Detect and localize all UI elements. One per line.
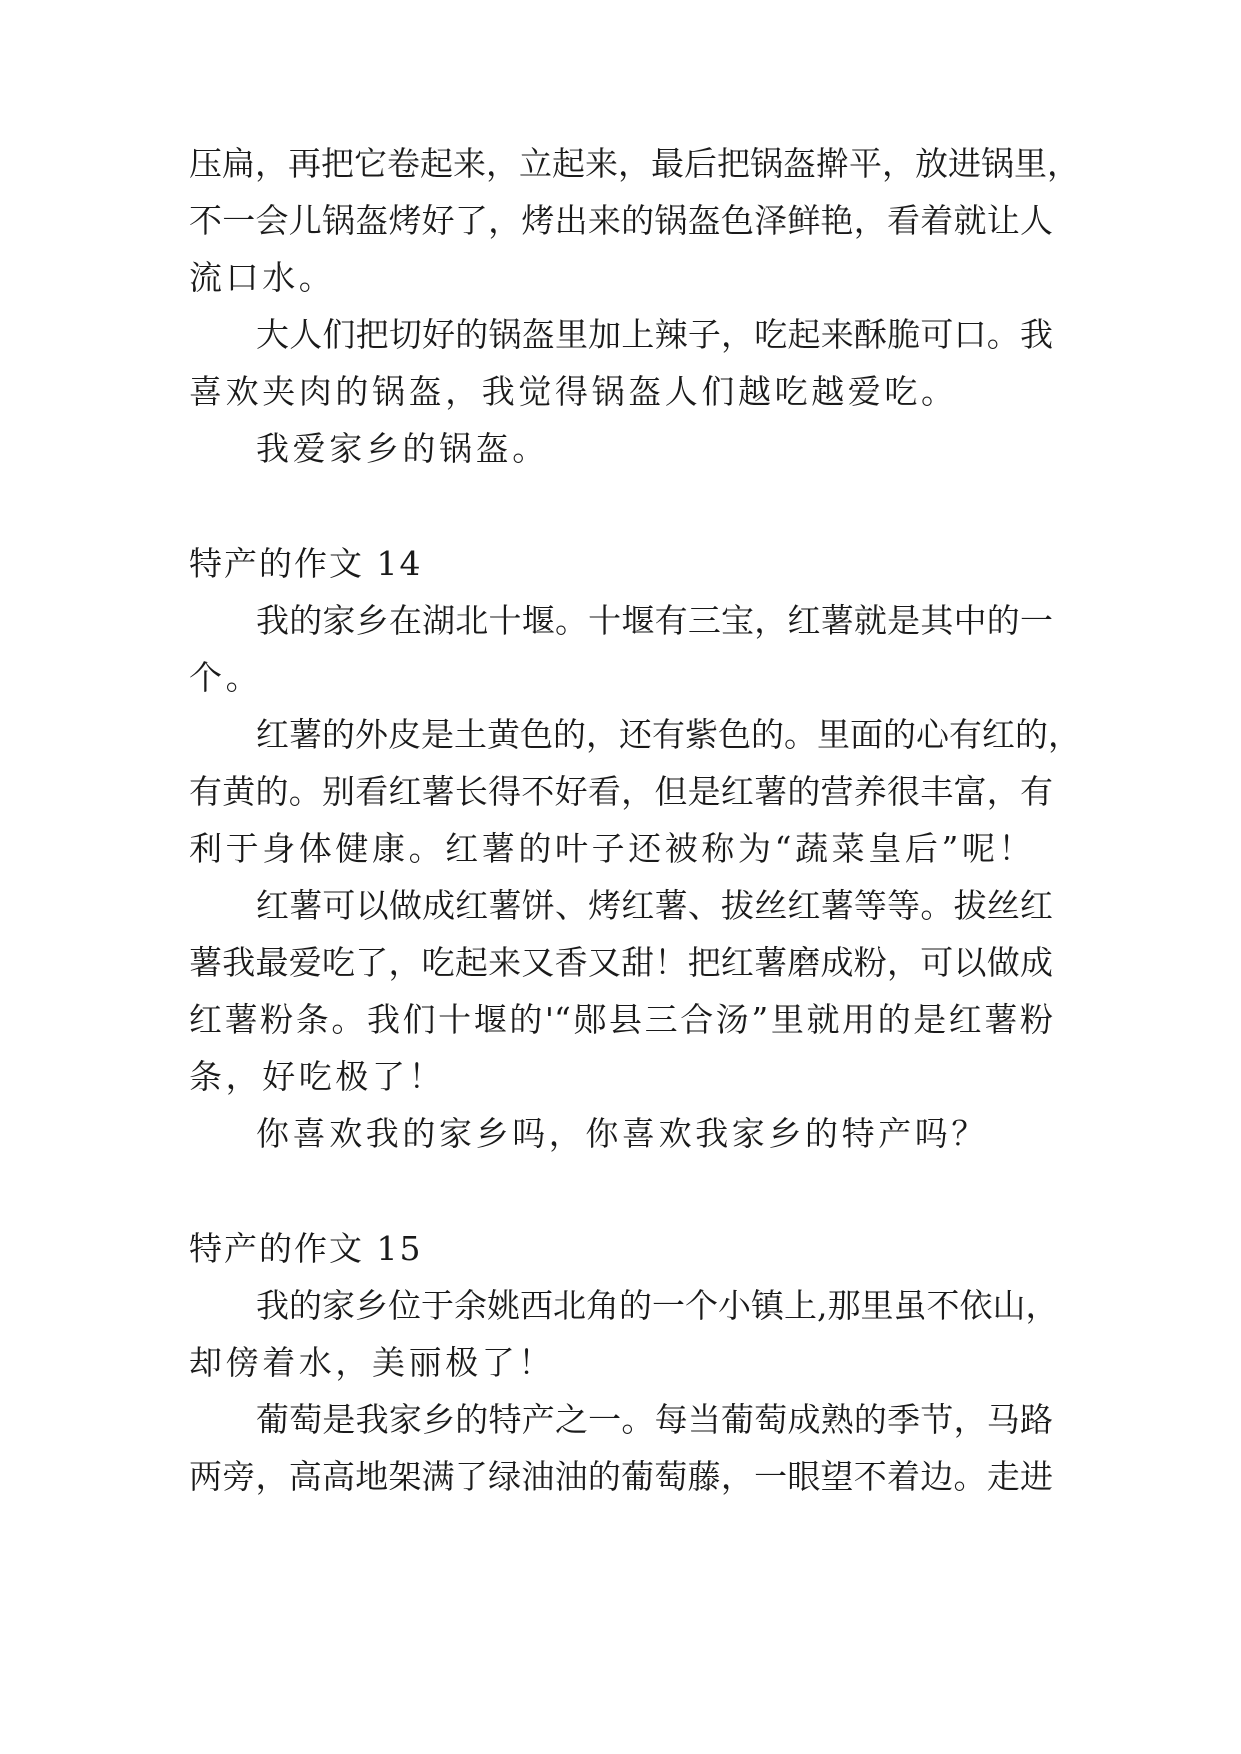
paragraph-line: 不一会儿锅盔烤好了，烤出来的锅盔色泽鲜艳，看着就让人 (189, 201, 1053, 240)
paragraph-line: 红薯可以做成红薯饼、烤红薯、拔丝红薯等等。拔丝红 (256, 886, 1053, 925)
paragraph-line: 两旁，高高地架满了绿油油的葡萄藤，一眼望不着边。走进 (189, 1457, 1053, 1496)
paragraph-line: 我爱家乡的锅盔。 (256, 429, 549, 468)
paragraph-line: 压扁，再把它卷起来，立起来，最后把锅盔擀平，放进锅里， (189, 144, 1080, 183)
section-heading: 特产的作文 14 (189, 544, 423, 583)
paragraph-line: 薯我最爱吃了，吃起来又香又甜！把红薯磨成粉，可以做成 (189, 943, 1053, 982)
paragraph-line: 流口水。 (189, 258, 336, 297)
paragraph-line: 却傍着水，美丽极了！ (189, 1343, 555, 1382)
paragraph-line: 红薯粉条。我们十堰的'“郧县三合汤”里就用的是红薯粉 (189, 1000, 1053, 1039)
paragraph-line: 你喜欢我的家乡吗，你喜欢我家乡的特产吗？ (256, 1114, 988, 1153)
paragraph-line: 我的家乡在湖北十堰。十堰有三宝，红薯就是其中的一 (256, 601, 1053, 640)
paragraph-line: 葡萄是我家乡的特产之一。每当葡萄成熟的季节，马路 (256, 1400, 1053, 1439)
paragraph-line: 喜欢夹肉的锅盔，我觉得锅盔人们越吃越爱吃。 (189, 372, 958, 411)
paragraph-line: 红薯的外皮是土黄色的，还有紫色的。里面的心有红的， (256, 715, 1081, 754)
paragraph-line: 利于身体健康。红薯的叶子还被称为“蔬菜皇后”呢！ (189, 829, 1036, 868)
paragraph-line: 有黄的。别看红薯长得不好看，但是红薯的营养很丰富，有 (189, 772, 1053, 811)
paragraph-line: 大人们把切好的锅盔里加上辣子，吃起来酥脆可口。我 (256, 315, 1053, 354)
paragraph-line: 我的家乡位于余姚西北角的一个小镇上,那里虽不依山， (256, 1286, 1059, 1325)
paragraph-line: 条，好吃极了！ (189, 1057, 446, 1096)
section-heading: 特产的作文 15 (189, 1229, 423, 1268)
paragraph-line: 个。 (189, 658, 263, 697)
